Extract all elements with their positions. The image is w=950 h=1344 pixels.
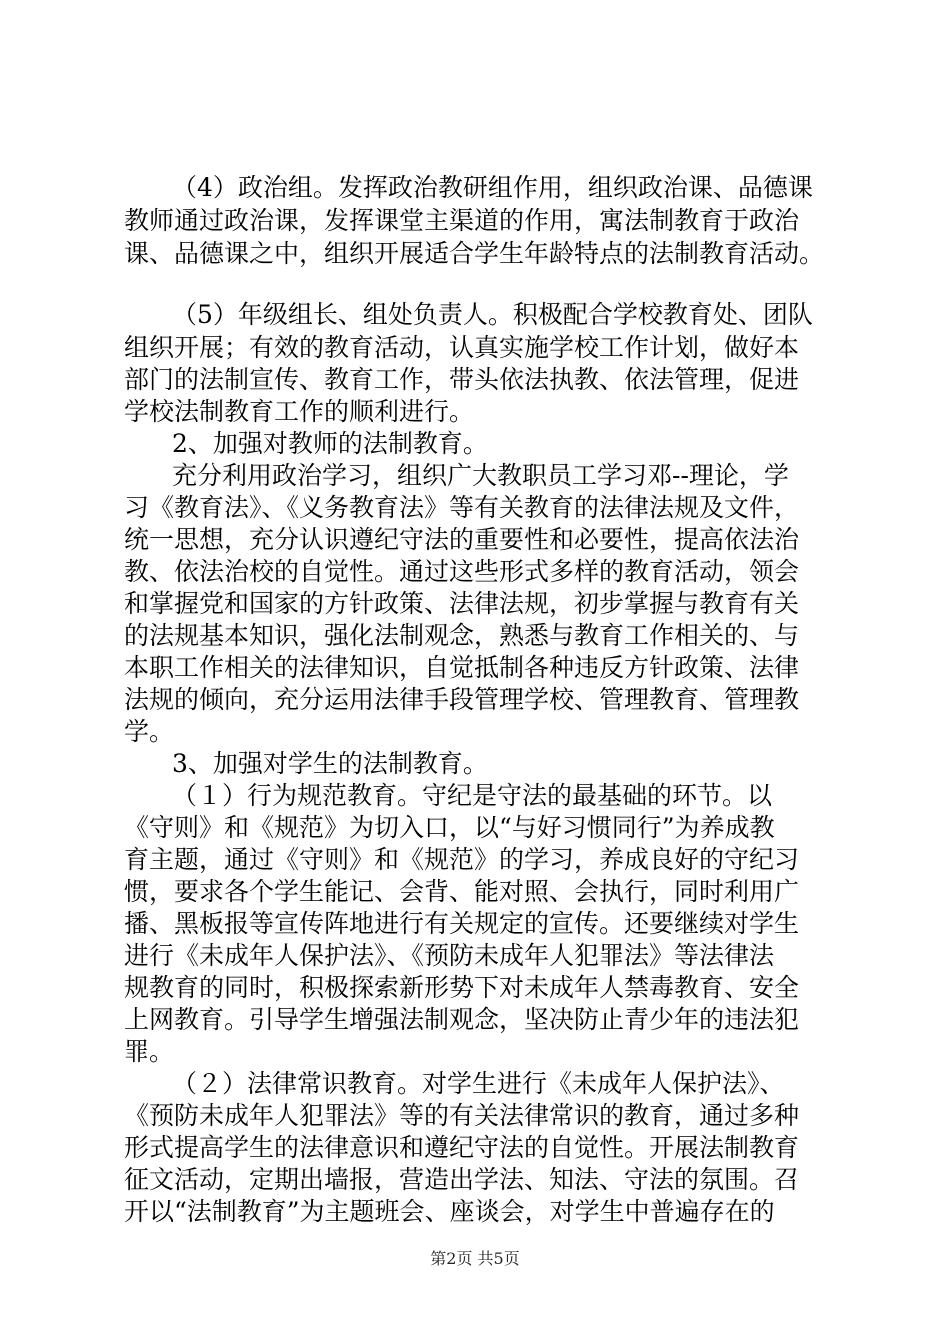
text-line: （２）法律常识教育。对学生进行《未成年人保护法》、	[172, 1069, 785, 1098]
text-line: 规教育的同时，积极探索新形势下对未成年人禁毒教育、安全	[124, 973, 800, 1002]
text-line: 罪。	[124, 1037, 175, 1066]
text-line: 《预防未成年人犯罪法》等的有关法律常识的教育，通过多种	[124, 1101, 800, 1130]
text-line: 教、依法治校的自觉性。通过这些形式多样的教育活动，领会	[124, 557, 800, 586]
text-line: 进行《未成年人保护法》、《预防未成年人犯罪法》等法律法	[124, 941, 775, 970]
text-line: 播、黑板报等宣传阵地进行有关规定的宣传。还要继续对学生	[124, 909, 800, 938]
text-line: 本职工作相关的法律知识，自觉抵制各种违反方针政策、法律	[124, 653, 800, 682]
text-line: 充分利用政治学习，组织广大教职员工学习邓--理论，学	[172, 461, 789, 490]
text-line: 统一思想，充分认识遵纪守法的重要性和必要性，提高依法治	[124, 525, 800, 554]
text-line: 习《教育法》、《义务教育法》等有关教育的法律法规及文件，	[124, 493, 800, 522]
text-line: 部门的法制宣传、教育工作，带头依法执教、依法管理，促进	[124, 365, 800, 394]
text-line: 惯，要求各个学生能记、会背、能对照、会执行，同时利用广	[124, 877, 800, 906]
text-line: （5）年级组长、组处负责人。积极配合学校教育处、团队	[172, 300, 813, 329]
text-line: 2、加强对教师的法制教育。	[172, 429, 488, 458]
text-line: （4）政治组。发挥政治教研组作用，组织政治课、品德课	[172, 173, 813, 202]
text-line: 育主题，通过《守则》和《规范》的学习，养成良好的守纪习	[124, 845, 800, 874]
text-line: 组织开展；有效的教育活动，认真实施学校工作计划，做好本	[124, 333, 800, 362]
text-line: 教师通过政治课，发挥课堂主渠道的作用，寓法制教育于政治	[124, 206, 800, 235]
text-line: 课、品德课之中，组织开展适合学生年龄特点的法制教育活动。	[124, 239, 825, 268]
text-line: 3、加强对学生的法制教育。	[172, 749, 488, 778]
text-line: 形式提高学生的法律意识和遵纪守法的自觉性。开展法制教育	[124, 1133, 800, 1162]
text-line: 的法规基本知识，强化法制观念，熟悉与教育工作相关的、与	[124, 621, 800, 650]
text-line: （１）行为规范教育。守纪是守法的最基础的环节。以	[172, 781, 773, 810]
text-line: 上网教育。引导学生增强法制观念，坚决防止青少年的违法犯	[124, 1005, 800, 1034]
text-line: 《守则》和《规范》为切入口，以“与好习惯同行”为养成教	[124, 813, 775, 842]
text-line: 学校法制教育工作的顺利进行。	[124, 397, 475, 426]
text-line: 学。	[124, 717, 175, 746]
text-line: 开以“法制教育”为主题班会、座谈会，对学生中普遍存在的	[124, 1197, 775, 1226]
page-number-footer: 第2页 共5页	[430, 1249, 520, 1268]
text-line: 和掌握党和国家的方针政策、法律法规，初步掌握与教育有关	[124, 589, 800, 618]
text-line: 征文活动，定期出墙报，营造出学法、知法、守法的氛围。召	[124, 1165, 800, 1194]
text-line: 法规的倾向，充分运用法律手段管理学校、管理教育、管理教	[124, 685, 800, 714]
